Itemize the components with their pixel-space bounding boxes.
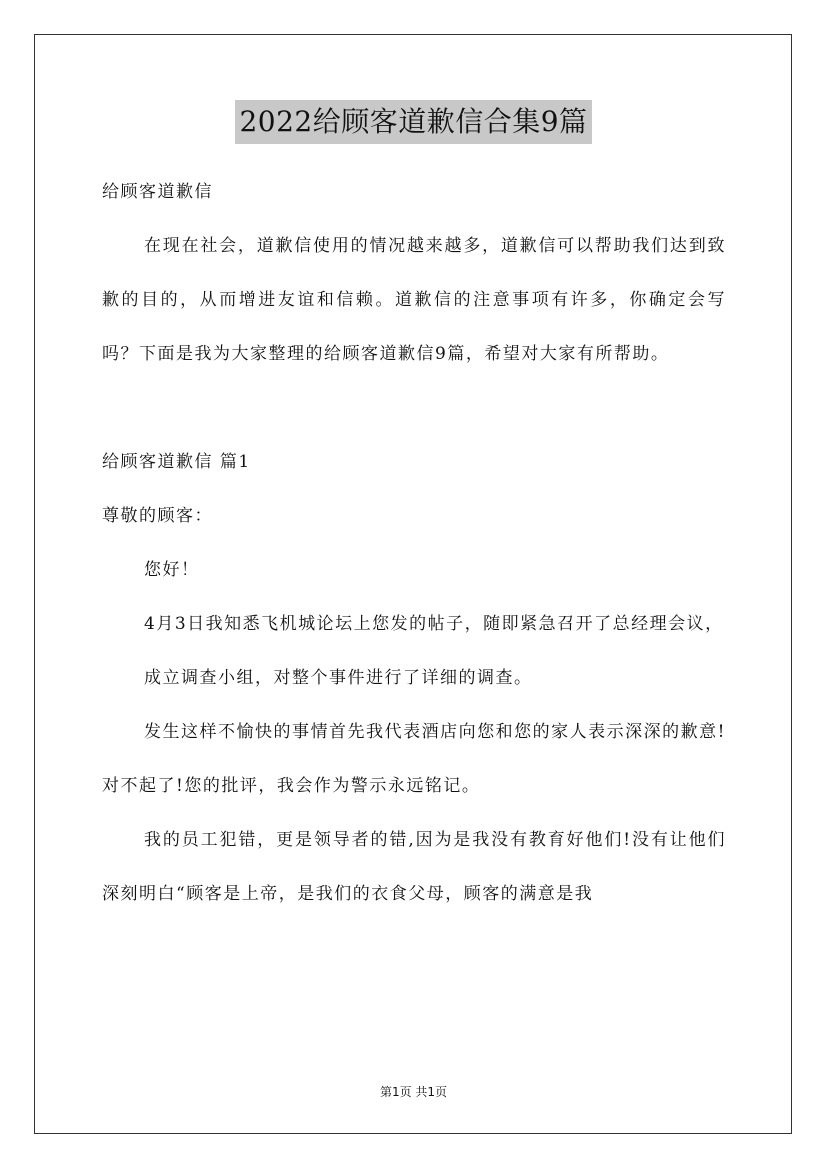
body-paragraph: 4月3日我知悉飞机城论坛上您发的帖子，随即紧急召开了总经理会议，: [144, 614, 724, 634]
salutation: 尊敬的顾客：: [102, 506, 213, 526]
body-paragraph: 发生这样不愉快的事情首先我代表酒店向您和您的家人表示深深的歉意!对不起了!您的批评，我会作为警示永远铭记。: [102, 722, 726, 796]
section-heading: 给顾客道歉信 篇1: [102, 452, 251, 472]
intro-heading: 给顾客道歉信: [102, 182, 213, 202]
body-paragraph: 成立调查小组，对整个事件进行了详细的调查。: [144, 668, 533, 688]
greeting: 您好！: [144, 560, 200, 580]
document-title: 2022给顾客道歉信合集9篇: [235, 100, 591, 144]
page-footer: 第1页 共1页: [379, 1085, 448, 1099]
title-container: [0, 100, 827, 144]
body-paragraph: 我的员工犯错，更是领导者的错,因为是我没有教育好他们!没有让他们深刻明白“顾客是上帝，是我们的衣食父母，顾客的满意是我: [102, 830, 726, 904]
document-body: [102, 165, 726, 921]
intro-paragraph: 在现在社会，道歉信使用的情况越来越多，道歉信可以帮助我们达到致歉的目的，从而增进友谊和信赖。道歉信的注意事项有许多，你确定会写吗？下面是我为大家整理的给顾客道歉信9篇，希望对大家有所帮助。: [102, 236, 726, 364]
blank-line: [102, 381, 726, 435]
